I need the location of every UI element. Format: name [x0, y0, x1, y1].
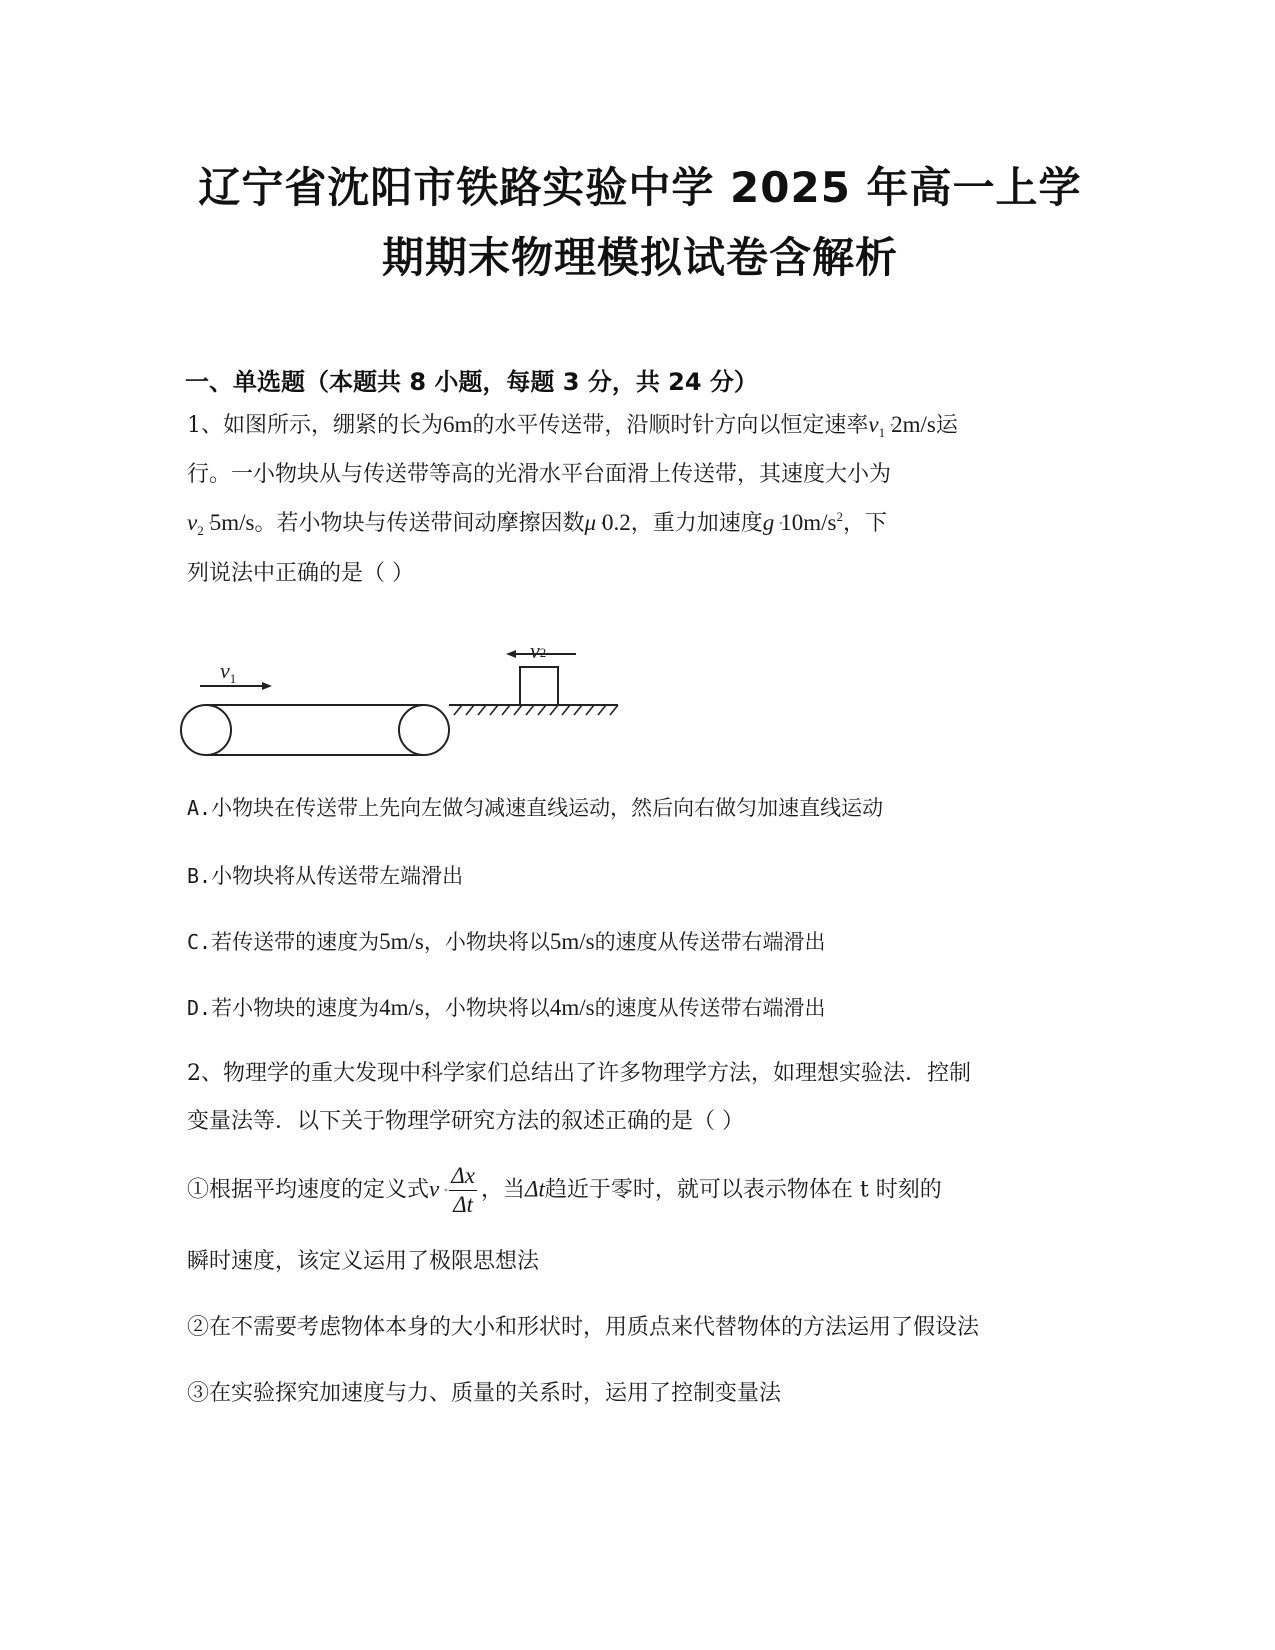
option-text: 的速度从传送带右端滑出: [594, 996, 826, 1020]
hatch-mark: [610, 705, 618, 715]
q1-option-b: [187, 860, 463, 890]
q2-item-2: ②在不需要考虑物体本身的大小和形状时，用质点来代替物体的方法运用了假设法: [187, 1315, 980, 1340]
right-pulley: [399, 705, 449, 755]
hatch-mark: [514, 705, 522, 715]
fraction-denominator: Δt: [453, 1192, 474, 1217]
option-letter: D.: [187, 996, 212, 1020]
hatch-mark: [478, 705, 486, 715]
v2-label: $v_2$: [530, 640, 547, 663]
q1-line-2: 行。一小物块从与传送带等高的光滑水平台面滑上传送带，其速度大小为: [187, 462, 892, 487]
q1-mu-value: 0.2: [602, 510, 631, 535]
option-value: 4m/s: [549, 995, 595, 1020]
small-block: [520, 667, 558, 705]
q2-line-1: 2、物理学的重大发现中科学家们总结出了许多物理学方法，如理想实验法．控制: [187, 1061, 971, 1086]
q1-length: 6m: [443, 412, 473, 437]
hatch-mark: [454, 705, 462, 715]
q1-line-3: [187, 506, 887, 539]
option-text: 若传送带的速度为: [211, 930, 380, 954]
q1-text: ，下: [843, 511, 888, 536]
hatch-mark: [502, 705, 510, 715]
hatch-mark: [538, 705, 546, 715]
v1-arrow-head: [262, 682, 272, 690]
section-heading: 一、单选题（本题共 8 小题，每题 3 分，共 24 分）: [185, 368, 758, 396]
option-text: 的速度从传送带右端滑出: [594, 930, 826, 954]
q2-item-1-line-2: 瞬时速度，该定义运用了极限思想法: [187, 1249, 540, 1274]
option-text: ，小物块将以: [423, 930, 550, 954]
document-title-line-1: 辽宁省沈阳市铁路实验中学 2025 年高一上学: [198, 163, 1082, 212]
velocity-fraction: [449, 1162, 477, 1219]
conveyor-belt-figure: [178, 640, 648, 790]
option-text: ，小物块将以: [423, 996, 550, 1020]
q1-line-1: [187, 408, 958, 441]
option-value: 4m/s: [379, 995, 424, 1020]
q1-var-v1: $v_1$: [868, 412, 886, 440]
q1-option-a: [187, 792, 883, 822]
left-pulley: [181, 705, 231, 755]
q1-text: ，重力加速度: [630, 511, 763, 536]
option-letter: A.: [187, 796, 212, 820]
option-text: 小物块将从传送带左端滑出: [211, 864, 464, 888]
q1-text: 运: [935, 413, 958, 438]
hatch-mark: [562, 705, 570, 715]
q1-option-c: [187, 926, 826, 956]
q2-text: ①根据平均速度的定义式: [187, 1177, 430, 1203]
q2-item-1-line-1: [187, 1162, 942, 1219]
q1-g-value: $10m/s^2$: [780, 509, 844, 535]
v1-label: $v_1$: [220, 658, 237, 686]
option-letter: C.: [187, 930, 212, 954]
hatch-mark: [574, 705, 582, 715]
q2-delta-t: Δt: [524, 1176, 545, 1202]
q1-option-d: [187, 992, 826, 1022]
q1-line-4: 列说法中正确的是（ ）: [187, 561, 414, 586]
option-letter: B.: [187, 864, 212, 888]
hatch-mark: [550, 705, 558, 715]
q1-text: 。若小物块与传送带间动摩擦因数: [254, 511, 585, 536]
q1-text: 的水平传送带，沿顺时针方向以恒定速率: [472, 413, 869, 438]
q2-text: ，当: [480, 1177, 525, 1203]
hatch-mark: [466, 705, 474, 715]
option-value: 5m/s: [549, 929, 595, 954]
fraction-numerator: Δx: [449, 1162, 477, 1191]
v2-arrow-head: [506, 650, 516, 658]
hatch-mark: [526, 705, 534, 715]
option-value: 5m/s: [379, 929, 424, 954]
option-text: 若小物块的速度为: [211, 996, 380, 1020]
option-text: 小物块在传送带上先向左做匀减速直线运动，然后向右做匀加速直线运动: [211, 796, 884, 820]
hatch-mark: [490, 705, 498, 715]
hatch-mark: [598, 705, 606, 715]
q1-mu-symbol: μ: [584, 510, 597, 535]
q2-text: 趋近于零时，就可以表示物体在 t 时刻的: [544, 1177, 942, 1203]
platform-hatching: [454, 705, 618, 715]
q1-text: 1、如图所示，绷紧的长为: [187, 413, 443, 438]
q1-g-symbol: g: [762, 510, 775, 535]
q1-v2-value: 5m/s: [209, 510, 255, 535]
q1-var-v2: $v_2$: [187, 510, 204, 538]
hatch-mark: [586, 705, 594, 715]
q2-item-3: ③在实验探究加速度与力、质量的关系时，运用了控制变量法: [187, 1381, 782, 1406]
q2-line-2: 变量法等．以下关于物理学研究方法的叙述正确的是（ ）: [187, 1109, 744, 1134]
document-title-line-2: 期期末物理模拟试卷含解析: [381, 233, 898, 282]
q2-var-v: v: [429, 1176, 440, 1202]
q1-v1-value: 2m/s: [891, 412, 936, 437]
